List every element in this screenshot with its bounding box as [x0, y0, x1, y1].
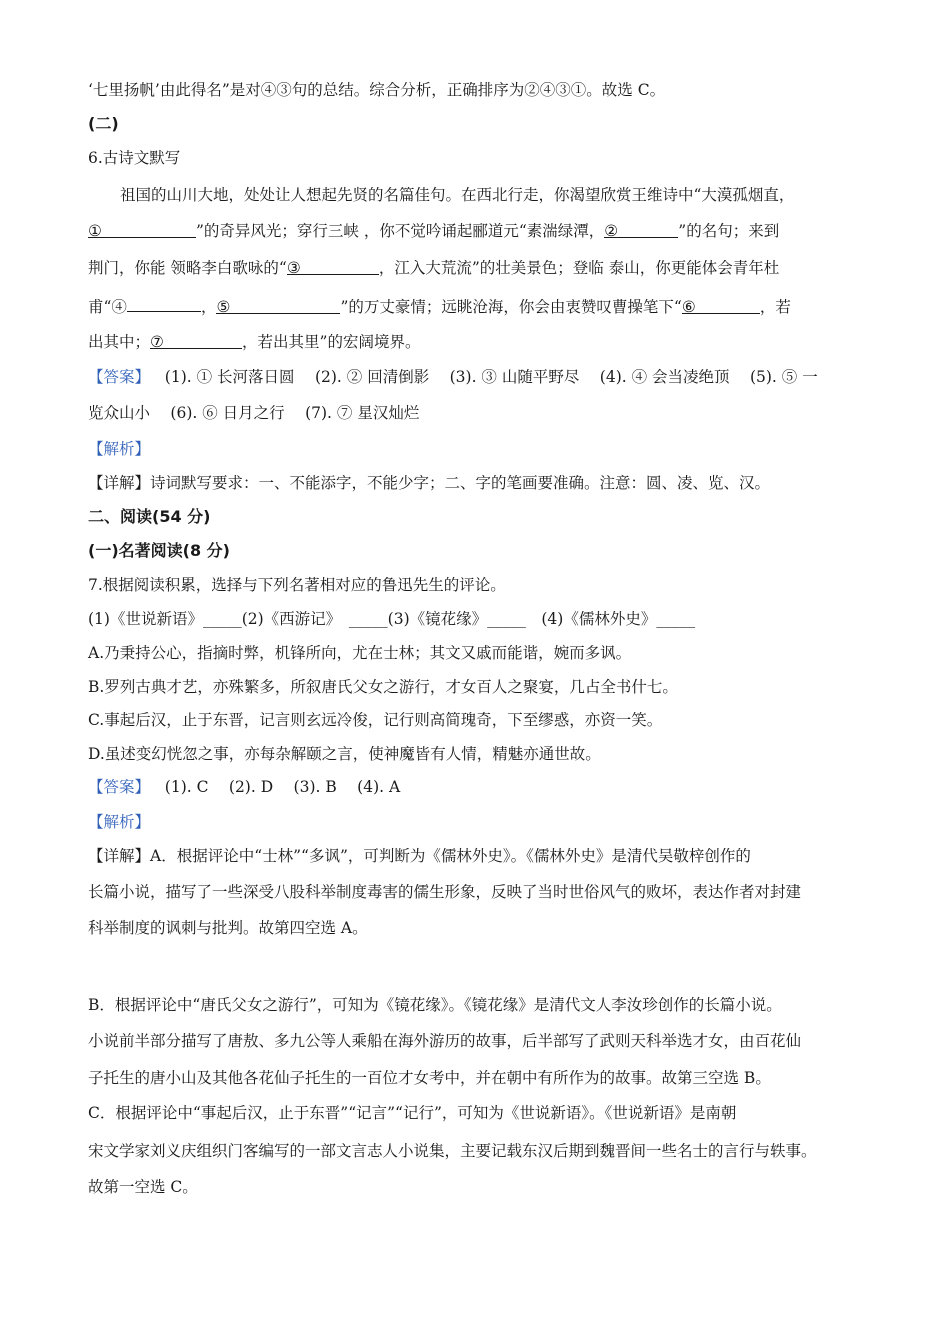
fill-blank — [127, 293, 201, 312]
text-span: 甫“④ — [88, 298, 127, 316]
paragraph-line — [88, 256, 779, 280]
answer-tag: 【答案】 — [88, 778, 151, 796]
detail-tag: 【详解】 — [88, 847, 151, 865]
detail-line: 故第一空选 C。 — [88, 1178, 198, 1196]
text-span: 荆门，你能 领略李白歌咏的“ — [88, 259, 287, 277]
paragraph-line: 祖国的山川大地，处处让人想起先贤的名篇佳句。在西北行走，你渴望欣赏王维诗中“大漠孤烟直， — [120, 186, 795, 204]
option-c: C.事起后汉，止于东晋，记言则玄远冷俊，记行则高简瑰奇，下至缪惑，亦资一笑。 — [88, 711, 663, 729]
paragraph-line: ‘七里扬帆’由此得名”是对④③句的总结。综合分析，正确排序为②④③①。故选 C。 — [88, 81, 666, 99]
fill-blank — [216, 295, 340, 314]
question-title: 7.根据阅读积累，选择与下列名著相对应的鲁迅先生的评论。 — [88, 576, 506, 594]
fill-blank — [682, 295, 760, 314]
option-b: B.罗列古典才艺，亦殊繁多，所叙唐氏父女之游行，才女百人之聚宴，几占全书什七。 — [88, 678, 678, 696]
blank-number: ② — [604, 222, 619, 240]
text-span: ， — [200, 298, 217, 316]
analysis-tag: 【解析】 — [88, 440, 151, 458]
answer-tag: 【答案】 — [88, 368, 151, 386]
paragraph-line — [88, 293, 791, 319]
detail-line: 宋文学家刘义庆组织门客编写的一部文言志人小说集，主要记载东汉后期到魏晋间一些名士的言行与轶事。 — [88, 1142, 817, 1160]
text-span: 出其中； — [88, 333, 151, 351]
text-span: ”的奇异风光；穿行三峡 ，你不觉吟诵起郦道元“素湍绿潭， — [196, 222, 605, 240]
text-span: ”的万丈豪情；远眺沧海，你会由衷赞叹曹操笔下“ — [340, 298, 682, 316]
fill-blank — [287, 256, 379, 275]
text-span: ”的名句；来到 — [678, 222, 780, 240]
answer-text: (1). ① 长河落日圆 (2). ② 回清倒影 (3). ③ 山随平野尽 (4). ④ 会当凌绝顶 (5). ⑤ 一 — [164, 368, 818, 386]
detail-line: 长篇小说，描写了一些深受八股科举制度毒害的儒生形象，反映了当时世俗风气的败坏，表达作者对封建 — [88, 883, 802, 901]
paragraph-line — [88, 219, 779, 243]
text-span: ，若出其里”的宏阔境界。 — [242, 333, 421, 351]
detail-text: A．根据评论中“士林”“多讽”，可判断为《儒林外史》。《儒林外史》是清代吴敬梓创作的 — [150, 847, 751, 865]
blank-number: ① — [88, 222, 102, 240]
answer-line — [88, 775, 400, 799]
blank-number: ③ — [286, 259, 301, 277]
blank-number: ⑥ — [681, 298, 696, 316]
blank-number: ⑦ — [150, 333, 164, 351]
fill-blank — [150, 330, 242, 349]
detail-line — [88, 844, 751, 868]
blank-number: ⑤ — [216, 298, 231, 316]
text-span: ，江入大荒流”的壮美景色；登临 泰山，你更能体会青年杜 — [378, 259, 780, 277]
detail-line: 科举制度的讽刺与批判。故第四空选 A。 — [88, 919, 368, 937]
detail-line: B．根据评论中“唐氏父女之游行”，可知为《镜花缘》。《镜花缘》是清代文人李汝珍创作的长篇小说。 — [88, 996, 782, 1014]
detail-line: 子托生的唐小山及其他各花仙子托生的一百位才女考中，并在朝中有所作为的故事。故第三空选 B。 — [88, 1069, 771, 1087]
question-title: 6.古诗文默写 — [88, 149, 181, 167]
analysis-tag: 【解析】 — [88, 813, 151, 831]
fill-blank — [604, 219, 678, 238]
blanks-line: (1)《世说新语》_____(2)《西游记》 _____(3)《镜花缘》_____ (4)《儒林外史》_____ — [88, 610, 696, 628]
text-span: ，若 — [759, 298, 791, 316]
detail-line: 小说前半部分描写了唐敖、多九公等人乘船在海外游历的故事，后半部写了武则天科举选才女，由百花仙 — [88, 1032, 802, 1050]
answer-line — [88, 365, 818, 389]
detail-line — [88, 471, 770, 495]
detail-text: 诗词默写要求：一、不能添字，不能少字；二、字的笔画要准确。注意：圆、凌、览、汉。 — [150, 474, 771, 492]
answer-line: 览众山小 (6). ⑥ 日月之行 (7). ⑦ 星汉灿烂 — [88, 404, 420, 422]
answer-text: (1). C (2). D (3). B (4). A — [164, 778, 401, 796]
detail-line: C．根据评论中“事起后汉，止于东晋”“记言”“记行”，可知为《世说新语》。《世说新语》是南朝 — [88, 1104, 737, 1122]
option-d: D.虽述变幻恍忽之事，亦每杂解颐之言，使神魔皆有人情，精魅亦通世故。 — [88, 745, 601, 763]
detail-tag: 【详解】 — [88, 474, 151, 492]
fill-blank — [88, 219, 196, 238]
paragraph-line — [88, 330, 420, 354]
subsection-heading: (一)名著阅读(8 分) — [88, 541, 230, 560]
section-heading: (二) — [88, 114, 119, 133]
part-heading: 二、阅读(54 分) — [88, 507, 211, 526]
option-a: A.乃秉持公心，指摘时弊，机锋所向，尤在士林；其文又戚而能谐，婉而多讽。 — [88, 644, 632, 662]
